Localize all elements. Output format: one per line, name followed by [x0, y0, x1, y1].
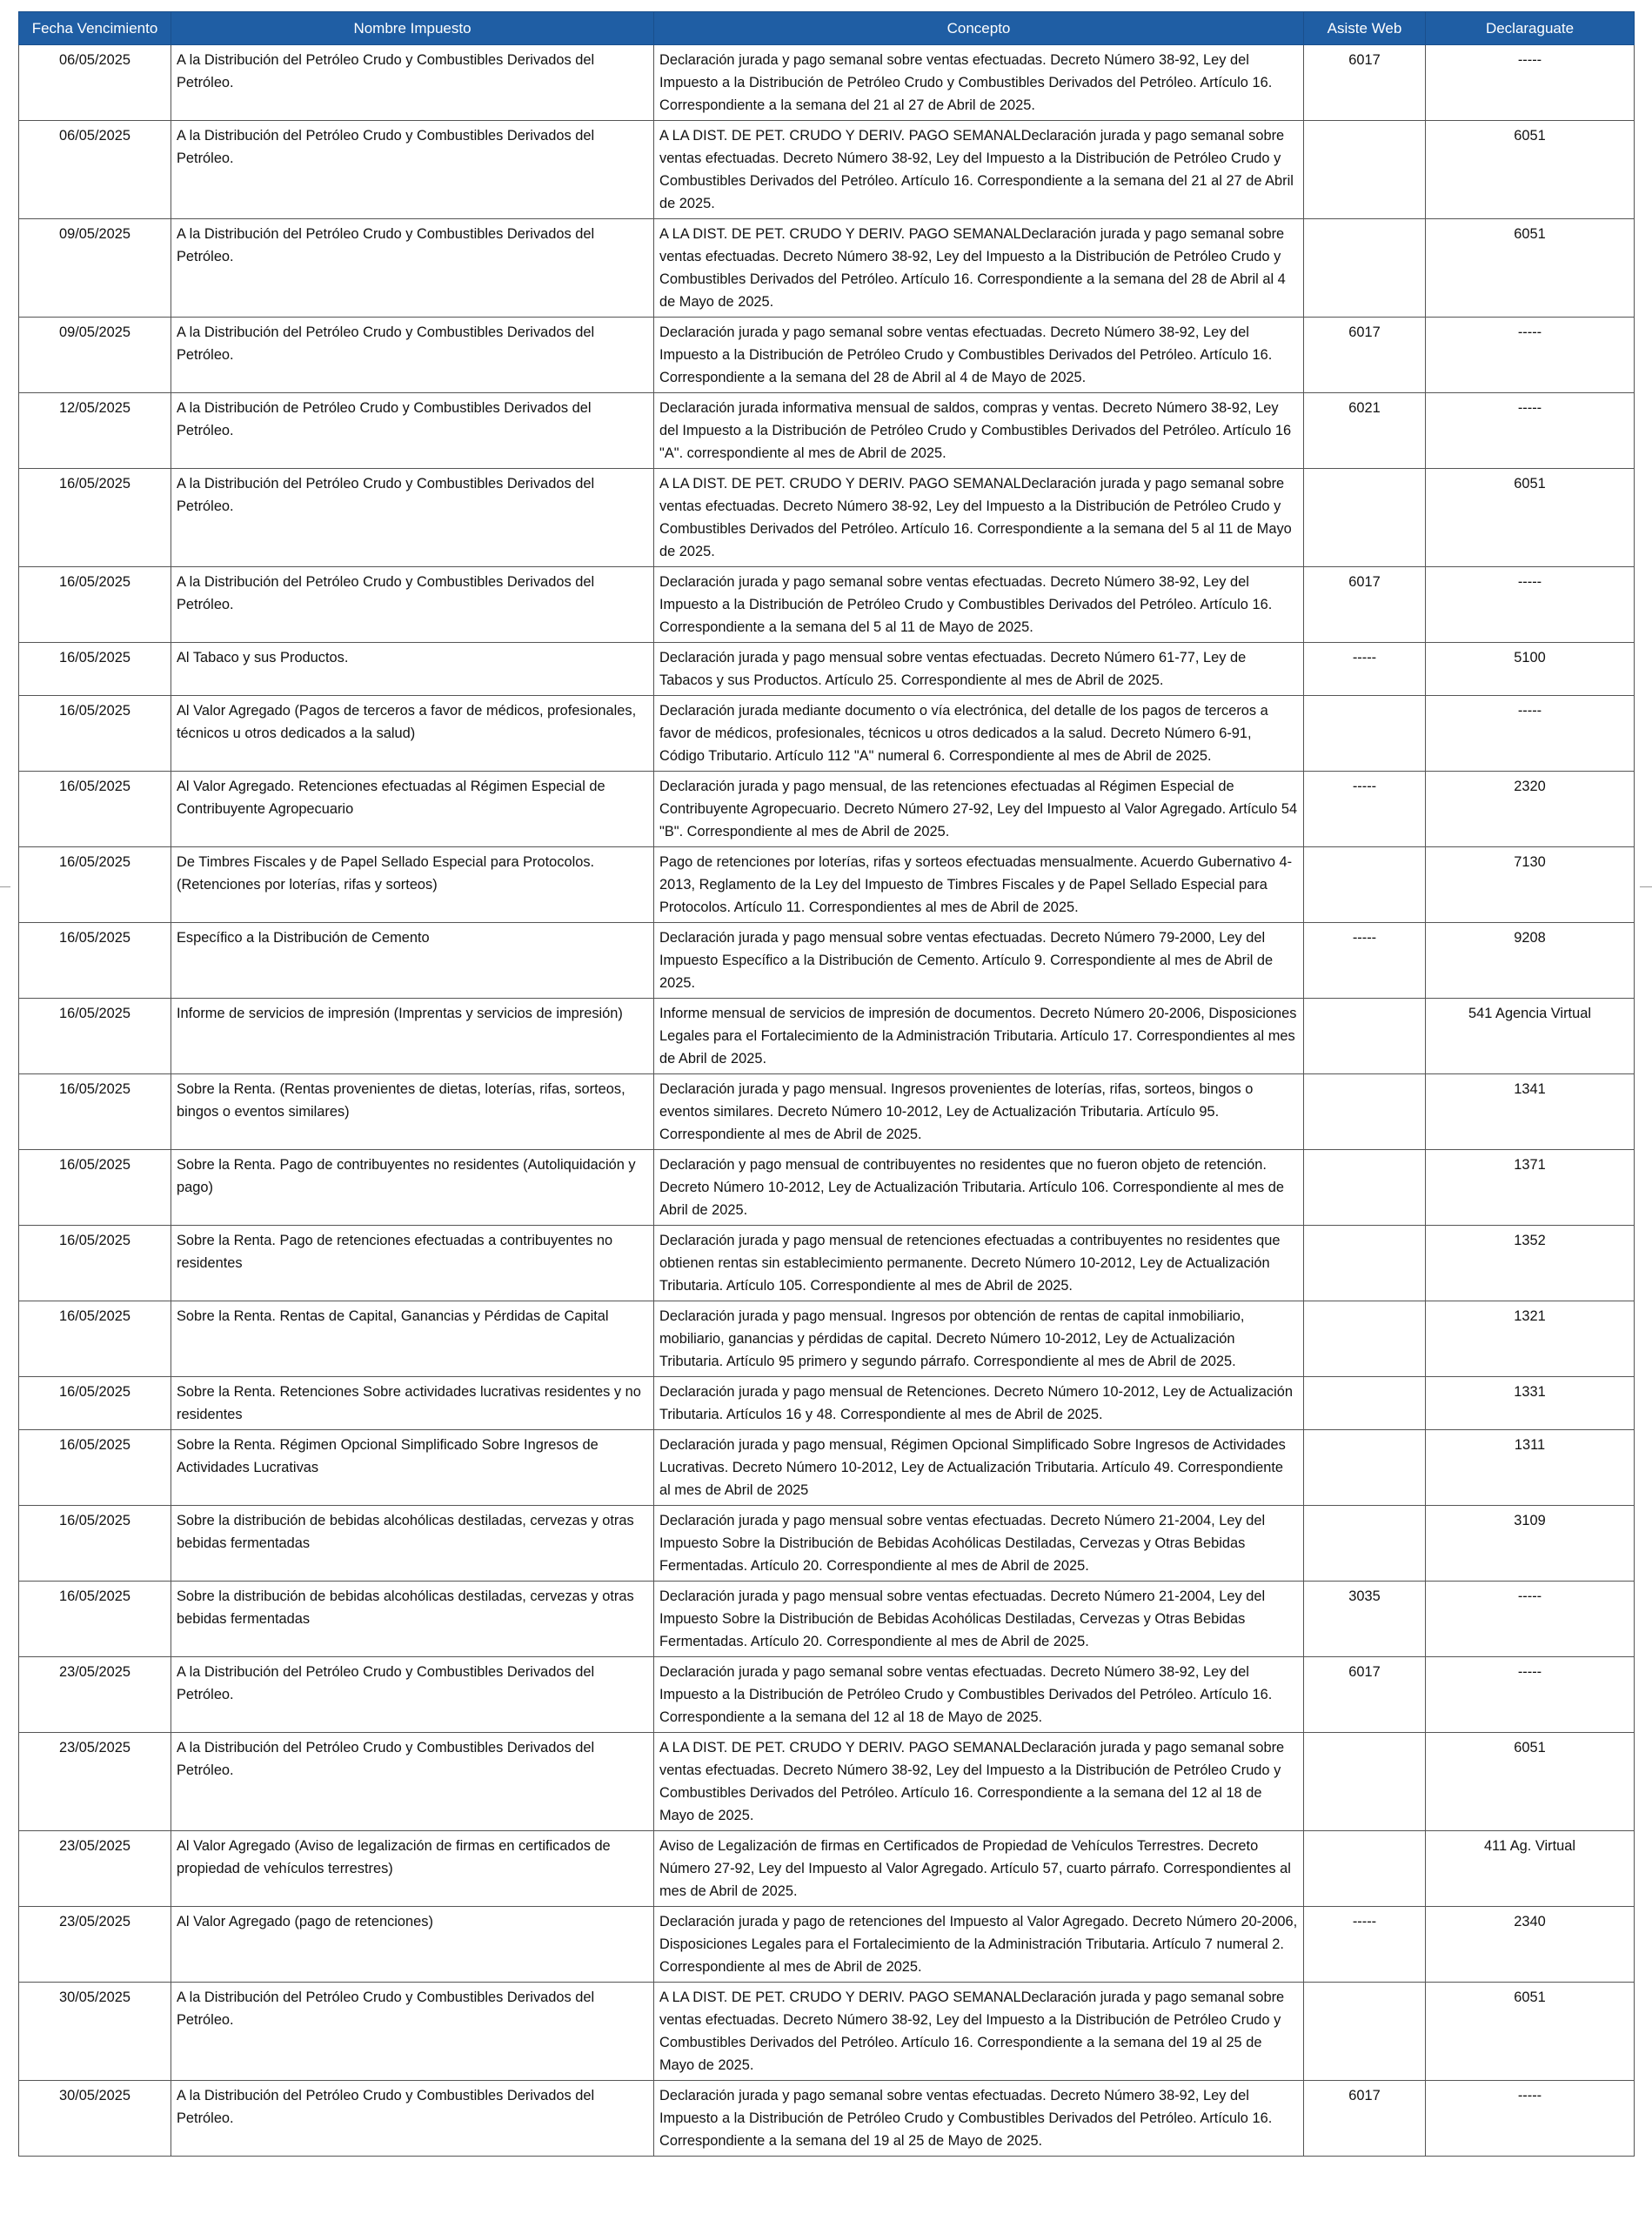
cell-asiste-web: -----: [1304, 1907, 1426, 1983]
cell-nombre-impuesto: Sobre la Renta. Retenciones Sobre actividades lucrativas residentes y no residentes: [171, 1377, 654, 1430]
cell-fecha-vencimiento: 06/05/2025: [19, 121, 171, 219]
cell-declaraguate: -----: [1426, 2081, 1635, 2157]
cell-fecha-vencimiento: 16/05/2025: [19, 1226, 171, 1301]
table-row: [19, 1150, 1635, 1226]
table-row: [19, 696, 1635, 772]
cell-concepto: Declaración jurada y pago mensual de retenciones efectuadas a contribuyentes no residentes que obtienen rentas sin establecimiento permanente. Decreto Número 10-2012, Ley de Actualización Tributaria. Artículo 105. Correspondiente al mes de Abril de 2025.: [654, 1226, 1304, 1301]
cell-fecha-vencimiento: 30/05/2025: [19, 1983, 171, 2081]
cell-nombre-impuesto: Sobre la Renta. Pago de contribuyentes no residentes (Autoliquidación y pago): [171, 1150, 654, 1226]
table-row: [19, 1831, 1635, 1907]
cell-asiste-web: [1304, 696, 1426, 772]
cell-declaraguate: -----: [1426, 45, 1635, 121]
cell-asiste-web: [1304, 1733, 1426, 1831]
cell-declaraguate: -----: [1426, 696, 1635, 772]
cell-declaraguate: 1341: [1426, 1074, 1635, 1150]
cell-asiste-web: [1304, 1226, 1426, 1301]
cell-concepto: A LA DIST. DE PET. CRUDO Y DERIV. PAGO SEMANALDeclaración jurada y pago semanal sobre ventas efectuadas. Decreto Número 38-92, Ley del Impuesto a la Distribución de Petróleo Crudo y Combustibles Derivados del Petróleo. Artículo 16. Correspondiente a la semana del 21 al 27 de Abril de 2025.: [654, 121, 1304, 219]
cell-concepto: Declaración jurada y pago mensual, de las retenciones efectuadas al Régimen Especial de Contribuyente Agropecuario. Decreto Número 27-92, Ley del Impuesto al Valor Agregado. Artículo 54 "B". Correspondiente al mes de Abril de 2025.: [654, 772, 1304, 847]
cell-nombre-impuesto: Sobre la Renta. Rentas de Capital, Ganancias y Pérdidas de Capital: [171, 1301, 654, 1377]
table-row: [19, 393, 1635, 469]
cell-asiste-web: [1304, 847, 1426, 923]
cell-fecha-vencimiento: 16/05/2025: [19, 772, 171, 847]
table-row: [19, 1983, 1635, 2081]
cell-concepto: Declaración jurada y pago semanal sobre ventas efectuadas. Decreto Número 38-92, Ley del Impuesto a la Distribución de Petróleo Crudo y Combustibles Derivados del Petróleo. Artículo 16. Correspondiente a la semana del 19 al 25 de Mayo de 2025.: [654, 2081, 1304, 2157]
cell-concepto: Declaración jurada y pago mensual de Retenciones. Decreto Número 10-2012, Ley de Actualización Tributaria. Artículos 16 y 48. Correspondiente al mes de Abril de 2025.: [654, 1377, 1304, 1430]
cell-nombre-impuesto: A la Distribución del Petróleo Crudo y Combustibles Derivados del Petróleo.: [171, 318, 654, 393]
cell-asiste-web: -----: [1304, 643, 1426, 696]
table-row: [19, 1657, 1635, 1733]
cell-fecha-vencimiento: 16/05/2025: [19, 567, 171, 643]
table-row: [19, 1301, 1635, 1377]
cell-concepto: Declaración jurada y pago de retenciones del Impuesto al Valor Agregado. Decreto Número 20-2006, Disposiciones Legales para el Fortalecimiento de la Administración Tributaria. Artículo 7 numeral 2. Correspondiente al mes de Abril de 2025.: [654, 1907, 1304, 1983]
cell-fecha-vencimiento: 16/05/2025: [19, 923, 171, 999]
cell-nombre-impuesto: Al Tabaco y sus Productos.: [171, 643, 654, 696]
cell-nombre-impuesto: Al Valor Agregado. Retenciones efectuadas al Régimen Especial de Contribuyente Agropecuario: [171, 772, 654, 847]
cell-fecha-vencimiento: 16/05/2025: [19, 696, 171, 772]
cell-declaraguate: 5100: [1426, 643, 1635, 696]
cell-nombre-impuesto: A la Distribución del Petróleo Crudo y Combustibles Derivados del Petróleo.: [171, 1983, 654, 2081]
cell-nombre-impuesto: A la Distribución del Petróleo Crudo y Combustibles Derivados del Petróleo.: [171, 45, 654, 121]
cell-nombre-impuesto: A la Distribución de Petróleo Crudo y Combustibles Derivados del Petróleo.: [171, 393, 654, 469]
cell-asiste-web: 3035: [1304, 1582, 1426, 1657]
table-row: [19, 1582, 1635, 1657]
cell-nombre-impuesto: A la Distribución del Petróleo Crudo y Combustibles Derivados del Petróleo.: [171, 219, 654, 318]
cell-declaraguate: 1321: [1426, 1301, 1635, 1377]
table-row: [19, 1506, 1635, 1582]
cell-declaraguate: 1331: [1426, 1377, 1635, 1430]
cell-fecha-vencimiento: 09/05/2025: [19, 219, 171, 318]
cell-asiste-web: 6017: [1304, 1657, 1426, 1733]
cell-asiste-web: [1304, 469, 1426, 567]
cell-declaraguate: 2340: [1426, 1907, 1635, 1983]
cell-fecha-vencimiento: 23/05/2025: [19, 1657, 171, 1733]
cell-nombre-impuesto: Al Valor Agregado (pago de retenciones): [171, 1907, 654, 1983]
cell-asiste-web: -----: [1304, 923, 1426, 999]
cell-nombre-impuesto: Sobre la distribución de bebidas alcohólicas destiladas, cervezas y otras bebidas fermentadas: [171, 1582, 654, 1657]
fold-mark-left: [0, 886, 10, 887]
cell-asiste-web: [1304, 1074, 1426, 1150]
cell-declaraguate: 541 Agencia Virtual: [1426, 999, 1635, 1074]
table-row: [19, 1907, 1635, 1983]
cell-asiste-web: [1304, 1430, 1426, 1506]
cell-concepto: Declaración jurada y pago mensual, Régimen Opcional Simplificado Sobre Ingresos de Actividades Lucrativas. Decreto Número 10-2012, Ley de Actualización Tributaria. Artículo 49. Correspondiente al mes de Abril de 2025: [654, 1430, 1304, 1506]
cell-concepto: Declaración jurada y pago mensual sobre ventas efectuadas. Decreto Número 79-2000, Ley del Impuesto Específico a la Distribución de Cemento. Artículo 9. Correspondiente al mes de Abril de 2025.: [654, 923, 1304, 999]
cell-fecha-vencimiento: 16/05/2025: [19, 1506, 171, 1582]
table-row: [19, 219, 1635, 318]
cell-fecha-vencimiento: 30/05/2025: [19, 2081, 171, 2157]
table-row: [19, 2081, 1635, 2157]
cell-concepto: Declaración jurada y pago mensual sobre ventas efectuadas. Decreto Número 61-77, Ley de Tabacos y sus Productos. Artículo 25. Correspondiente al mes de Abril de 2025.: [654, 643, 1304, 696]
header-asiste-web: Asiste Web: [1304, 12, 1426, 45]
cell-fecha-vencimiento: 16/05/2025: [19, 1074, 171, 1150]
cell-concepto: Pago de retenciones por loterías, rifas y sorteos efectuadas mensualmente. Acuerdo Gubernativo 4-2013, Reglamento de la Ley del Impuesto de Timbres Fiscales y de Papel Sellado Especial para Protocolos. Artículo 11. Correspondientes al mes de Abril de 2025.: [654, 847, 1304, 923]
cell-nombre-impuesto: A la Distribución del Petróleo Crudo y Combustibles Derivados del Petróleo.: [171, 121, 654, 219]
cell-concepto: Declaración jurada y pago mensual sobre ventas efectuadas. Decreto Número 21-2004, Ley del Impuesto Sobre la Distribución de Bebidas Acohólicas Destiladas, Cervezas y Otras Bebidas Fermentadas. Artículo 20. Correspondiente al mes de Abril de 2025.: [654, 1582, 1304, 1657]
cell-asiste-web: [1304, 1150, 1426, 1226]
cell-declaraguate: -----: [1426, 1582, 1635, 1657]
cell-concepto: A LA DIST. DE PET. CRUDO Y DERIV. PAGO SEMANALDeclaración jurada y pago semanal sobre ventas efectuadas. Decreto Número 38-92, Ley del Impuesto a la Distribución de Petróleo Crudo y Combustibles Derivados del Petróleo. Artículo 16. Correspondiente a la semana del 12 al 18 de Mayo de 2025.: [654, 1733, 1304, 1831]
cell-nombre-impuesto: Informe de servicios de impresión (Imprentas y servicios de impresión): [171, 999, 654, 1074]
cell-fecha-vencimiento: 23/05/2025: [19, 1907, 171, 1983]
cell-concepto: Declaración jurada informativa mensual de saldos, compras y ventas. Decreto Número 38-92, Ley del Impuesto a la Distribución de Petróleo Crudo y Combustibles Derivados del Petróleo. Artículo 16 "A". correspondiente al mes de Abril de 2025.: [654, 393, 1304, 469]
cell-asiste-web: -----: [1304, 772, 1426, 847]
cell-asiste-web: 6021: [1304, 393, 1426, 469]
cell-asiste-web: [1304, 999, 1426, 1074]
cell-fecha-vencimiento: 16/05/2025: [19, 469, 171, 567]
cell-asiste-web: [1304, 1377, 1426, 1430]
cell-asiste-web: [1304, 1983, 1426, 2081]
cell-fecha-vencimiento: 16/05/2025: [19, 1582, 171, 1657]
table-row: [19, 469, 1635, 567]
cell-concepto: Declaración jurada y pago mensual. Ingresos provenientes de loterías, rifas, sorteos, bingos o eventos similares. Decreto Número 10-2012, Ley de Actualización Tributaria. Artículo 95. Correspondiente al mes de Abril de 2025.: [654, 1074, 1304, 1150]
cell-nombre-impuesto: Sobre la Renta. (Rentas provenientes de dietas, loterías, rifas, sorteos, bingos o eventos similares): [171, 1074, 654, 1150]
cell-asiste-web: 6017: [1304, 2081, 1426, 2157]
cell-nombre-impuesto: Sobre la distribución de bebidas alcohólicas destiladas, cervezas y otras bebidas fermentadas: [171, 1506, 654, 1582]
table-row: [19, 999, 1635, 1074]
cell-declaraguate: 3109: [1426, 1506, 1635, 1582]
cell-nombre-impuesto: Sobre la Renta. Régimen Opcional Simplificado Sobre Ingresos de Actividades Lucrativas: [171, 1430, 654, 1506]
cell-declaraguate: 9208: [1426, 923, 1635, 999]
cell-fecha-vencimiento: 16/05/2025: [19, 847, 171, 923]
table-row: [19, 923, 1635, 999]
cell-declaraguate: 6051: [1426, 469, 1635, 567]
table-row: [19, 1733, 1635, 1831]
cell-fecha-vencimiento: 16/05/2025: [19, 1430, 171, 1506]
table-row: [19, 1226, 1635, 1301]
cell-declaraguate: 1352: [1426, 1226, 1635, 1301]
cell-nombre-impuesto: A la Distribución del Petróleo Crudo y Combustibles Derivados del Petróleo.: [171, 567, 654, 643]
cell-concepto: Declaración jurada y pago semanal sobre ventas efectuadas. Decreto Número 38-92, Ley del Impuesto a la Distribución de Petróleo Crudo y Combustibles Derivados del Petróleo. Artículo 16. Correspondiente a la semana del 12 al 18 de Mayo de 2025.: [654, 1657, 1304, 1733]
cell-nombre-impuesto: Específico a la Distribución de Cemento: [171, 923, 654, 999]
cell-asiste-web: [1304, 1506, 1426, 1582]
cell-concepto: Declaración jurada y pago mensual. Ingresos por obtención de rentas de capital inmobiliario, mobiliario, ganancias y pérdidas de capital. Decreto Número 10-2012, Ley de Actualización Tributaria. Artículo 95 primero y segundo párrafo. Correspondiente al mes de Abril de 2025.: [654, 1301, 1304, 1377]
cell-concepto: Declaración jurada mediante documento o vía electrónica, del detalle de los pagos de terceros a favor de médicos, profesionales, técnicos u otros dedicados a la salud. Decreto Número 6-91, Código Tributario. Artículo 112 "A" numeral 6. Correspondiente al mes de Abril de 2025.: [654, 696, 1304, 772]
cell-declaraguate: 6051: [1426, 1733, 1635, 1831]
header-fecha-vencimiento: Fecha Vencimiento: [19, 12, 171, 45]
cell-nombre-impuesto: A la Distribución del Petróleo Crudo y Combustibles Derivados del Petróleo.: [171, 469, 654, 567]
cell-nombre-impuesto: A la Distribución del Petróleo Crudo y Combustibles Derivados del Petróleo.: [171, 1657, 654, 1733]
cell-fecha-vencimiento: 16/05/2025: [19, 1150, 171, 1226]
cell-declaraguate: -----: [1426, 393, 1635, 469]
tax-calendar-table: [18, 11, 1635, 2157]
cell-declaraguate: -----: [1426, 1657, 1635, 1733]
table-row: [19, 1377, 1635, 1430]
cell-asiste-web: [1304, 121, 1426, 219]
header-concepto: Concepto: [654, 12, 1304, 45]
table-row: [19, 847, 1635, 923]
table-row: [19, 643, 1635, 696]
cell-declaraguate: -----: [1426, 567, 1635, 643]
table-row: [19, 318, 1635, 393]
cell-asiste-web: [1304, 1831, 1426, 1907]
table-row: [19, 567, 1635, 643]
cell-nombre-impuesto: Al Valor Agregado (Pagos de terceros a favor de médicos, profesionales, técnicos u otros dedicados a la salud): [171, 696, 654, 772]
cell-concepto: A LA DIST. DE PET. CRUDO Y DERIV. PAGO SEMANALDeclaración jurada y pago semanal sobre ventas efectuadas. Decreto Número 38-92, Ley del Impuesto a la Distribución de Petróleo Crudo y Combustibles Derivados del Petróleo. Artículo 16. Correspondiente a la semana del 5 al 11 de Mayo de 2025.: [654, 469, 1304, 567]
table-row: [19, 772, 1635, 847]
cell-declaraguate: 411 Ag. Virtual: [1426, 1831, 1635, 1907]
cell-concepto: Declaración jurada y pago mensual sobre ventas efectuadas. Decreto Número 21-2004, Ley del Impuesto Sobre la Distribución de Bebidas Acohólicas Destiladas, Cervezas y Otras Bebidas Fermentadas. Artículo 20. Correspondiente al mes de Abril de 2025.: [654, 1506, 1304, 1582]
cell-nombre-impuesto: De Timbres Fiscales y de Papel Sellado Especial para Protocolos. (Retenciones por loterías, rifas y sorteos): [171, 847, 654, 923]
cell-fecha-vencimiento: 09/05/2025: [19, 318, 171, 393]
cell-nombre-impuesto: Al Valor Agregado (Aviso de legalización de firmas en certificados de propiedad de vehículos terrestres): [171, 1831, 654, 1907]
cell-declaraguate: 6051: [1426, 219, 1635, 318]
cell-concepto: Declaración jurada y pago semanal sobre ventas efectuadas. Decreto Número 38-92, Ley del Impuesto a la Distribución de Petróleo Crudo y Combustibles Derivados del Petróleo. Artículo 16. Correspondiente a la semana del 5 al 11 de Mayo de 2025.: [654, 567, 1304, 643]
header-declaraguate: Declaraguate: [1426, 12, 1635, 45]
cell-asiste-web: [1304, 1301, 1426, 1377]
cell-fecha-vencimiento: 16/05/2025: [19, 999, 171, 1074]
cell-concepto: Aviso de Legalización de firmas en Certificados de Propiedad de Vehículos Terrestres. Decreto Número 27-92, Ley del Impuesto al Valor Agregado. Artículo 57, cuarto párrafo. Correspondientes al mes de Abril de 2025.: [654, 1831, 1304, 1907]
table-row: [19, 121, 1635, 219]
cell-concepto: Informe mensual de servicios de impresión de documentos. Decreto Número 20-2006, Disposiciones Legales para el Fortalecimiento de la Administración Tributaria. Artículo 17. Correspondientes al mes de Abril de 2025.: [654, 999, 1304, 1074]
cell-concepto: Declaración jurada y pago semanal sobre ventas efectuadas. Decreto Número 38-92, Ley del Impuesto a la Distribución de Petróleo Crudo y Combustibles Derivados del Petróleo. Artículo 16. Correspondiente a la semana del 28 de Abril al 4 de Mayo de 2025.: [654, 318, 1304, 393]
cell-fecha-vencimiento: 16/05/2025: [19, 1377, 171, 1430]
cell-declaraguate: 6051: [1426, 121, 1635, 219]
cell-fecha-vencimiento: 16/05/2025: [19, 1301, 171, 1377]
cell-concepto: A LA DIST. DE PET. CRUDO Y DERIV. PAGO SEMANALDeclaración jurada y pago semanal sobre ventas efectuadas. Decreto Número 38-92, Ley del Impuesto a la Distribución de Petróleo Crudo y Combustibles Derivados del Petróleo. Artículo 16. Correspondiente a la semana del 28 de Abril al 4 de Mayo de 2025.: [654, 219, 1304, 318]
cell-fecha-vencimiento: 06/05/2025: [19, 45, 171, 121]
cell-nombre-impuesto: A la Distribución del Petróleo Crudo y Combustibles Derivados del Petróleo.: [171, 2081, 654, 2157]
cell-declaraguate: 2320: [1426, 772, 1635, 847]
cell-declaraguate: -----: [1426, 318, 1635, 393]
cell-nombre-impuesto: A la Distribución del Petróleo Crudo y Combustibles Derivados del Petróleo.: [171, 1733, 654, 1831]
cell-fecha-vencimiento: 23/05/2025: [19, 1831, 171, 1907]
cell-nombre-impuesto: Sobre la Renta. Pago de retenciones efectuadas a contribuyentes no residentes: [171, 1226, 654, 1301]
table-row: [19, 45, 1635, 121]
cell-asiste-web: 6017: [1304, 45, 1426, 121]
table-body: [19, 45, 1635, 2157]
cell-concepto: Declaración jurada y pago semanal sobre ventas efectuadas. Decreto Número 38-92, Ley del Impuesto a la Distribución de Petróleo Crudo y Combustibles Derivados del Petróleo. Artículo 16. Correspondiente a la semana del 21 al 27 de Abril de 2025.: [654, 45, 1304, 121]
fold-mark-right: [1640, 886, 1652, 887]
cell-concepto: A LA DIST. DE PET. CRUDO Y DERIV. PAGO SEMANALDeclaración jurada y pago semanal sobre ventas efectuadas. Decreto Número 38-92, Ley del Impuesto a la Distribución de Petróleo Crudo y Combustibles Derivados del Petróleo. Artículo 16. Correspondiente a la semana del 19 al 25 de Mayo de 2025.: [654, 1983, 1304, 2081]
cell-fecha-vencimiento: 12/05/2025: [19, 393, 171, 469]
cell-asiste-web: 6017: [1304, 567, 1426, 643]
cell-declaraguate: 1371: [1426, 1150, 1635, 1226]
table-row: [19, 1430, 1635, 1506]
cell-declaraguate: 1311: [1426, 1430, 1635, 1506]
cell-declaraguate: 7130: [1426, 847, 1635, 923]
cell-concepto: Declaración y pago mensual de contribuyentes no residentes que no fueron objeto de retención. Decreto Número 10-2012, Ley de Actualización Tributaria. Artículo 106. Correspondiente al mes de Abril de 2025.: [654, 1150, 1304, 1226]
header-nombre-impuesto: Nombre Impuesto: [171, 12, 654, 45]
cell-declaraguate: 6051: [1426, 1983, 1635, 2081]
cell-fecha-vencimiento: 16/05/2025: [19, 643, 171, 696]
table-row: [19, 1074, 1635, 1150]
cell-asiste-web: [1304, 219, 1426, 318]
header-row: [19, 12, 1635, 45]
cell-fecha-vencimiento: 23/05/2025: [19, 1733, 171, 1831]
cell-asiste-web: 6017: [1304, 318, 1426, 393]
